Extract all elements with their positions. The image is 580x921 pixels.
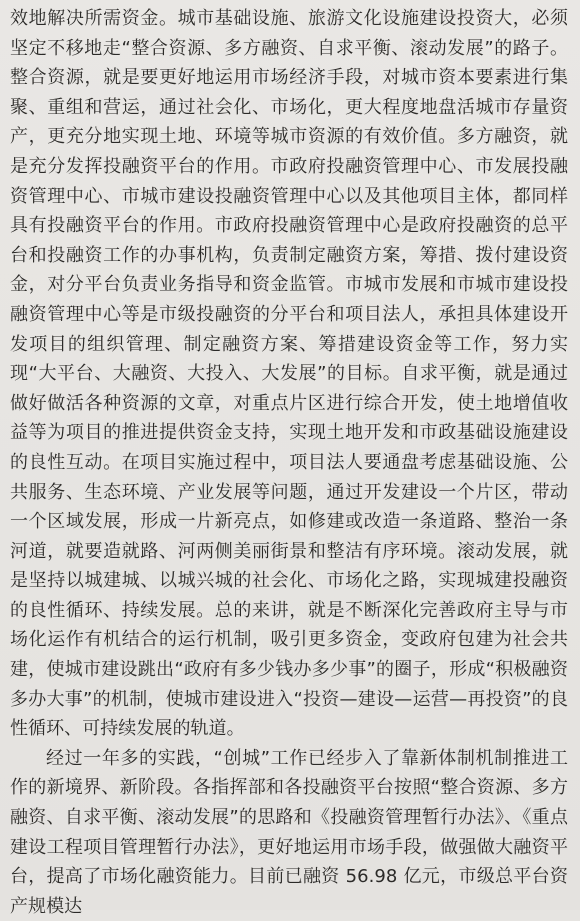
body-paragraph-1: 效地解决所需资金。城市基础设施、旅游文化设施建设投资大，必须坚定不移地走“整合资源、多方融资、自求平衡、滚动发展”的路子。整合资源，就是要更好地运用市场经济手段，对城市资本要素进行集聚、重组和营运，通过社会化、市场化，更大程度地盘活城市存量资产，更充分地实现土地、环境等城市资源的有效价值。多方融资，就是充分发挥投融资平台的作用。市政府投融资管理中心、市发展投融资管理中心、市城市建设投融资管理中心以及其他项目主体，都同样具有投融资平台的作用。市政府投融资管理中心是政府投融资的总平台和投融资工作的办事机构，负责制定融资方案，筹措、拨付建设资金，对分平台负责业务指导和资金监管。市城市发展和市城市建设投融资管理中心等是市级投融资的分平台和项目法人，承担具体建设开发项目的组织管理、制定融资方案、筹措建设资金等工作，努力实现“大平台、大融资、大投入、大发展”的目标。自求平衡，就是通过做好做活各种资源的文章，对重点片区进行综合开发，使土地增值收益等为项目的推进提供资金支持，实现土地开发和市政基础设施建设的良性互动。在项目实施过程中，项目法人要通盘考虑基础设施、公共服务、生态环境、产业发展等问题，通过开发建设一个片区，带动一个区域发展，形成一片新亮点，如修建或改造一条道路、整治一条河道，就要造就路、河两侧美丽街景和整洁有序环境。滚动发展，就是坚持以城建城、以城兴城的社会化、市场化之路，实现城建投融资的良性循环、持续发展。总的来讲，就是不断深化完善政府主导与市场化运作有机结合的运行机制，吸引更多资金，变政府包建为社会共建，使城市建设跳出“政府有多少钱办多少事”的圈子，形成“积极融资多办大事”的机制，使城市建设进入“投资—建设—运营—再投资”的良性循环、可持续发展的轨道。 [10, 8, 568, 740]
body-paragraph-2: 经过一年多的实践，“创城”工作已经步入了靠新体制机制推进工作的新境界、新阶段。各指挥部和各投融资平台按照“整合资源、多方融资、自求平衡、滚动发展”的思路和《投融资管理暂行办法》、《重点建设工程项目管理暂行办法》，更好地运用市场手段，做强做大融资平台，提高了市场化融资能力。目前已融资 56.98 亿元，市级总平台资产规模达 [10, 747, 568, 917]
